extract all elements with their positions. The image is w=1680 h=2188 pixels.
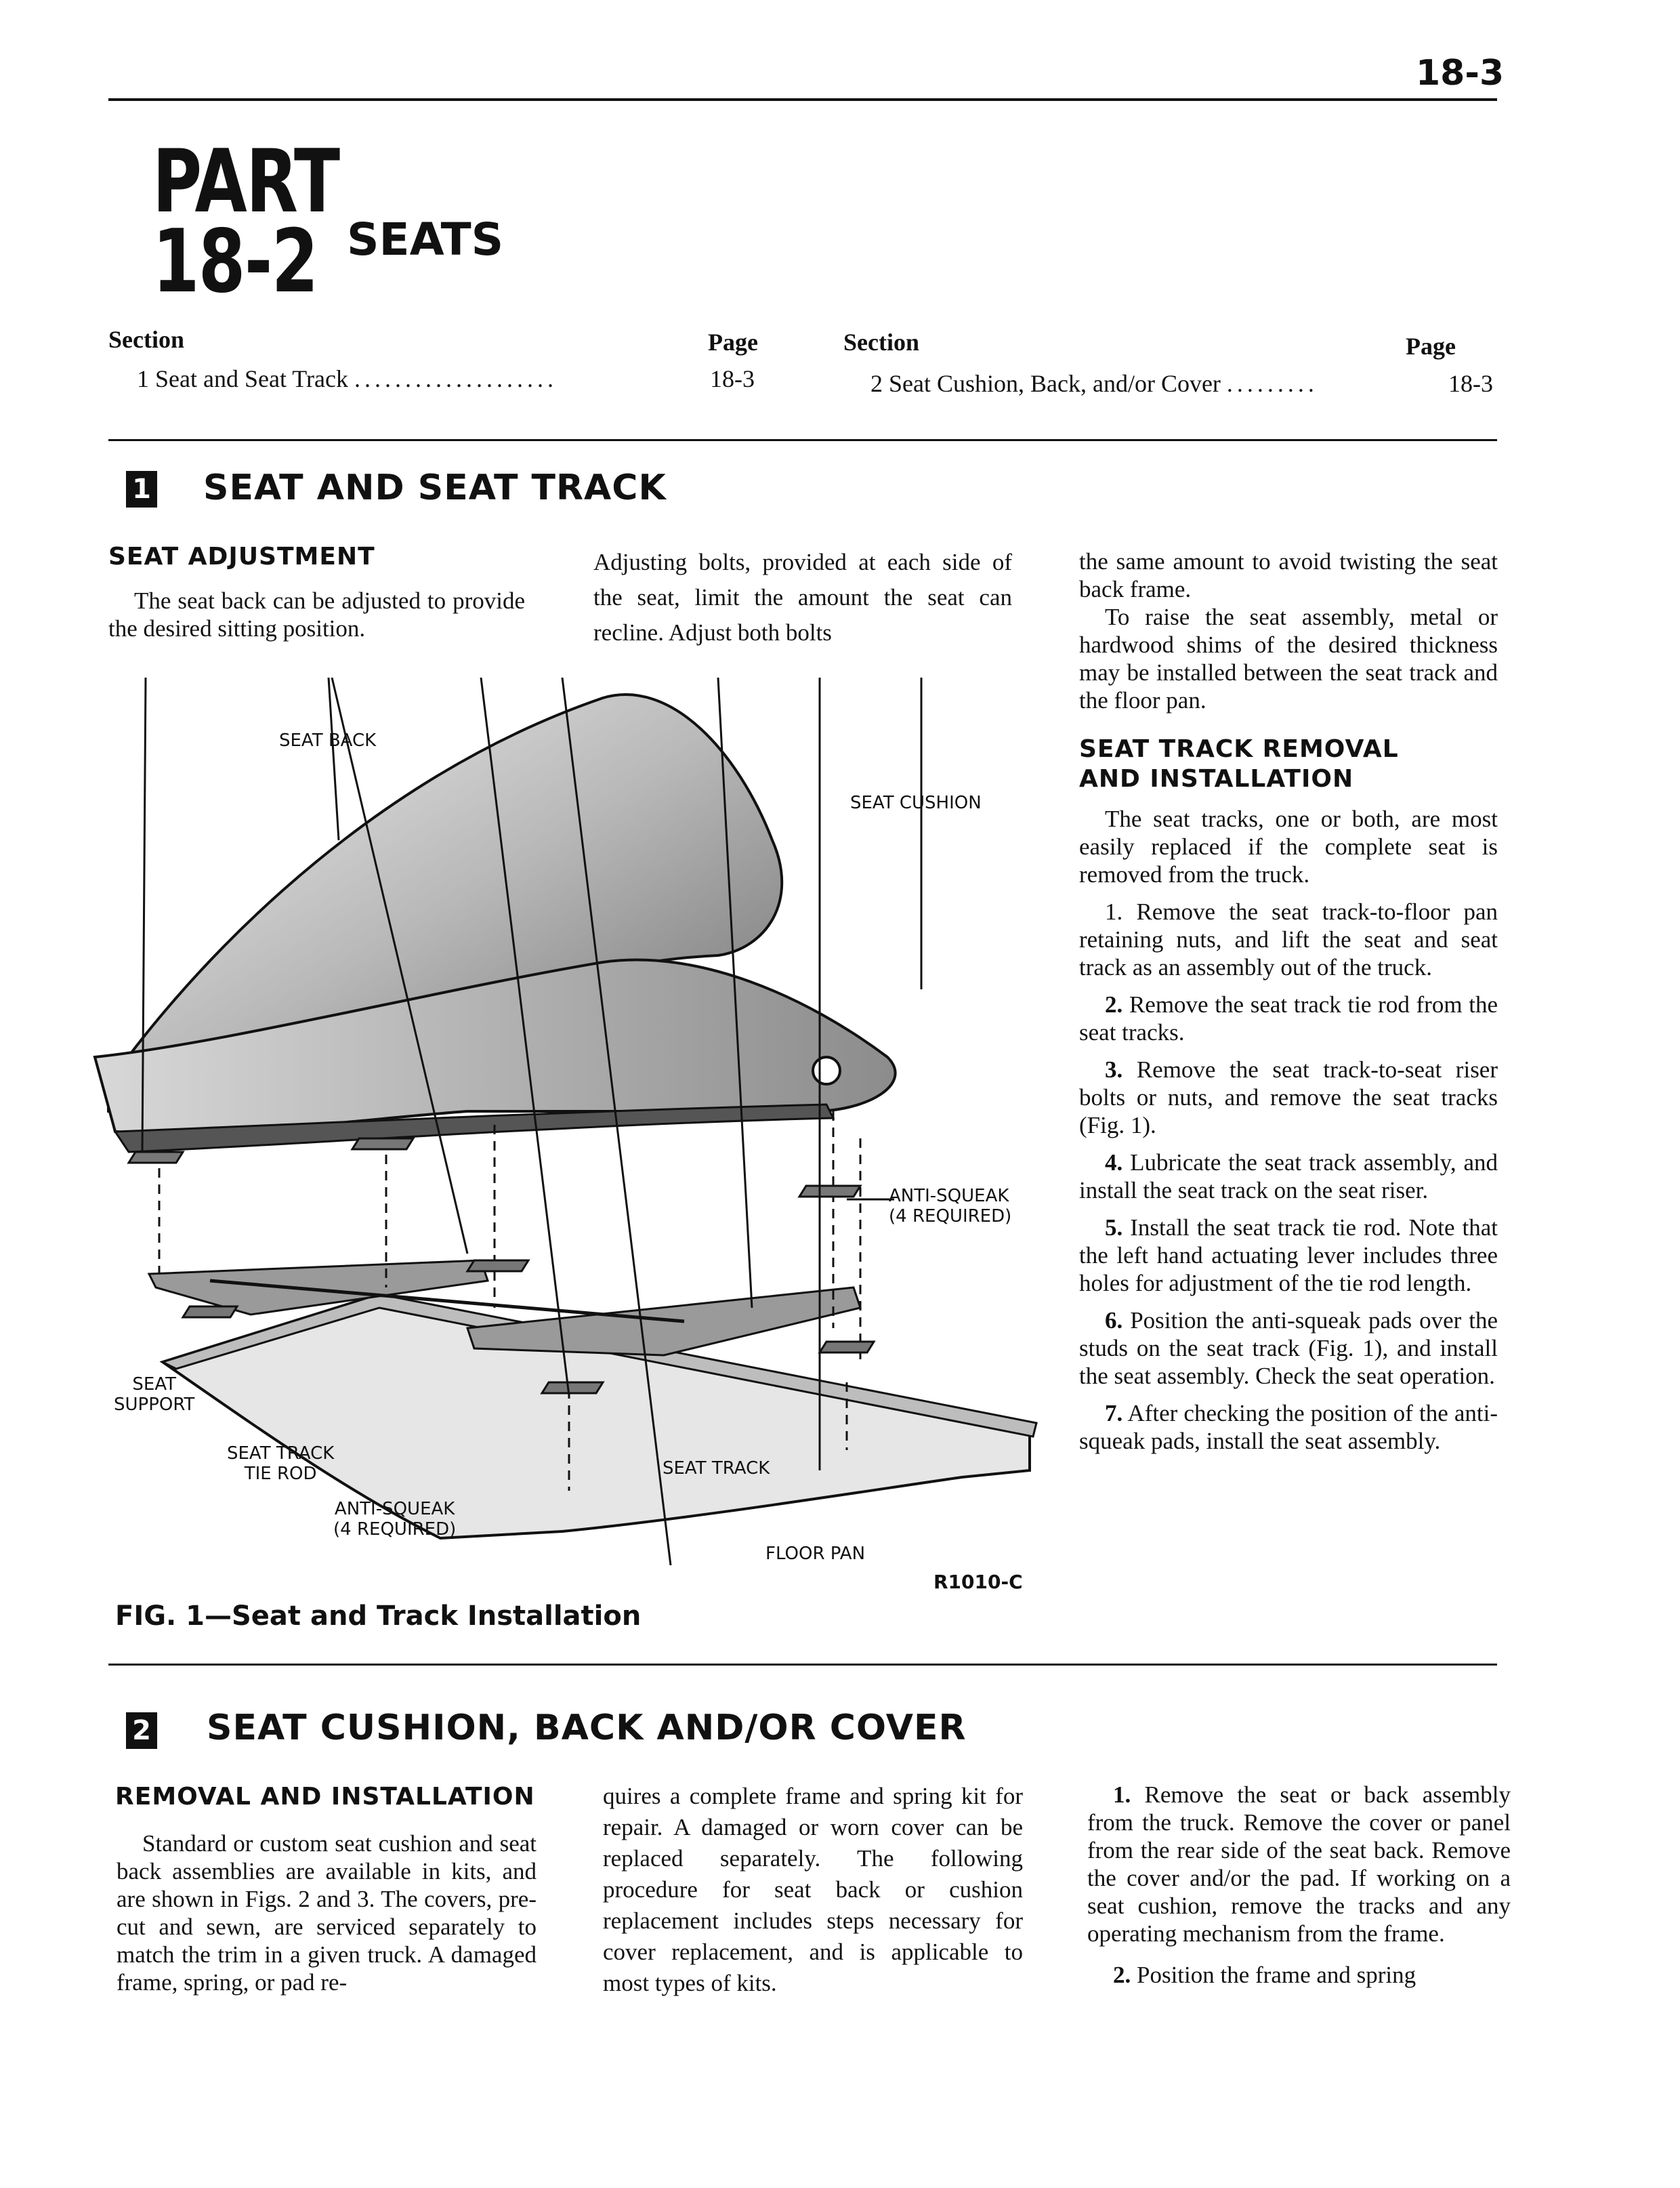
cover-step-2 bbox=[1087, 1961, 1511, 1989]
step-number: 6. bbox=[1105, 1307, 1123, 1334]
step-6 bbox=[1079, 1306, 1498, 1390]
section-2-badge: 2 bbox=[126, 1712, 157, 1749]
part-title: SEATS bbox=[347, 213, 504, 266]
figure-code: R1010-C bbox=[933, 1571, 1023, 1593]
part-word: PART bbox=[152, 131, 339, 232]
label-anti-squeak-right-line-1: ANTI-SQUEAK bbox=[889, 1186, 1009, 1206]
step-text: Position the frame and spring bbox=[1137, 1962, 1416, 1988]
section-2-col-3 bbox=[1087, 1781, 1511, 1998]
section-1-badge: 1 bbox=[126, 471, 157, 508]
seat-adjustment-text: The seat back can be adjusted to provide the desired sitting position. bbox=[108, 587, 525, 642]
page-number: 18-3 bbox=[1416, 53, 1505, 94]
label-anti-squeak-bottom-line-2: (4 REQUIRED) bbox=[333, 1519, 457, 1540]
label-seat-track-tie-rod bbox=[227, 1443, 334, 1484]
label-anti-squeak-right-line-2: (4 REQUIRED) bbox=[889, 1206, 1012, 1226]
step-number: 1. bbox=[1105, 899, 1123, 925]
cover-step-1 bbox=[1087, 1781, 1511, 1947]
mid-column-block bbox=[593, 545, 1012, 651]
label-seat-back: SEAT BACK bbox=[279, 730, 377, 751]
step-text: After checking the position of the anti-squeak pads, install the seat assembly. bbox=[1079, 1400, 1498, 1454]
label-tie-rod-line-2: TIE ROD bbox=[244, 1464, 317, 1484]
toc-entry-2-text: 2 Seat Cushion, Back, and/or Cover bbox=[870, 370, 1221, 397]
toc-entry-1 bbox=[137, 365, 558, 393]
seat-track-removal-heading-line-2: AND INSTALLATION bbox=[1079, 765, 1354, 793]
part-number: 18-2 bbox=[152, 211, 318, 312]
toc-section-header-1: Section bbox=[108, 326, 184, 353]
section-2-col-1 bbox=[117, 1830, 537, 1996]
hinge-bolt bbox=[813, 1057, 840, 1084]
step-2 bbox=[1079, 991, 1498, 1046]
seat-adjustment-text-block bbox=[108, 587, 525, 642]
step-number: 2. bbox=[1105, 991, 1123, 1018]
section-2-title: SEAT CUSHION, BACK AND/OR COVER bbox=[207, 1708, 967, 1748]
seat-track-steps bbox=[1079, 898, 1498, 1455]
mid-column-text: Adjusting bolts, provided at each side of the seat, limit the amount the seat can recline. Adjust both bolts bbox=[593, 549, 1012, 646]
label-seat-support-line-2: SUPPORT bbox=[114, 1395, 195, 1415]
step-number: 3. bbox=[1105, 1056, 1123, 1083]
label-seat-support bbox=[114, 1374, 194, 1415]
toc-entry-1-page: 18-3 bbox=[710, 365, 755, 392]
figure-1-caption: FIG. 1—Seat and Track Installation bbox=[115, 1601, 642, 1632]
step-number: 5. bbox=[1105, 1214, 1123, 1241]
step-text: Lubricate the seat track assembly, and install the seat track on the seat riser. bbox=[1079, 1149, 1498, 1203]
toc-rule bbox=[108, 439, 1497, 441]
label-seat-track: SEAT TRACK bbox=[663, 1458, 770, 1479]
removal-installation-heading: REMOVAL AND INSTALLATION bbox=[115, 1783, 535, 1811]
seat-track-removal-intro: The seat tracks, one or both, are most easily replaced if the complete seat is removed from the truck. bbox=[1079, 806, 1498, 888]
toc-entry-2-page: 18-3 bbox=[1448, 370, 1493, 397]
toc-entry-2 bbox=[870, 369, 1318, 398]
label-anti-squeak-right bbox=[889, 1186, 1011, 1226]
step-text: Remove the seat track tie rod from the seat tracks. bbox=[1079, 991, 1498, 1046]
step-text: Position the anti-squeak pads over the studs on the seat track (Fig. 1), and install the seat assembly. Check the seat operation. bbox=[1079, 1307, 1498, 1389]
label-seat-cushion: SEAT CUSHION bbox=[850, 793, 982, 813]
step-7 bbox=[1079, 1399, 1498, 1455]
step-text: Remove the seat or back assembly from the truck. Remove the cover or panel from the rear side of the seat back. Remove the cover and/or the pad. If working on a seat cushion, remove the tracks and any operating mechanism from the frame. bbox=[1087, 1781, 1511, 1947]
label-anti-squeak-bottom-line-1: ANTI-SQUEAK bbox=[334, 1499, 455, 1519]
section-divider-rule bbox=[108, 1664, 1497, 1666]
toc-leader: ......... bbox=[1226, 370, 1318, 397]
right-column-text-1: the same amount to avoid twisting the seat back frame. bbox=[1079, 548, 1498, 602]
header-rule bbox=[108, 98, 1497, 101]
step-1 bbox=[1079, 898, 1498, 981]
section-2-col-2 bbox=[603, 1781, 1023, 1999]
seat-track-removal-heading bbox=[1079, 735, 1498, 794]
seat-adjustment-heading: SEAT ADJUSTMENT bbox=[108, 543, 375, 571]
label-floor-pan: FLOOR PAN bbox=[765, 1544, 866, 1564]
toc-section-header-2: Section bbox=[843, 329, 919, 356]
section-2-col-2-text: quires a complete frame and spring kit for repair. A damaged or worn cover can be replaced separately. The following procedure for seat back or cushion replacement includes steps necessary for cover replacement, and is applicable to most types of kits. bbox=[603, 1783, 1023, 1996]
right-column-text-2: To raise the seat assembly, metal or hardwood shims of the desired thickness may be installed between the seat track and the floor pan. bbox=[1079, 604, 1498, 714]
toc-page-header-1: Page bbox=[708, 329, 758, 356]
step-number: 7. bbox=[1105, 1400, 1123, 1426]
step-5 bbox=[1079, 1214, 1498, 1297]
step-number: 1. bbox=[1113, 1781, 1131, 1808]
step-3 bbox=[1079, 1056, 1498, 1139]
step-text: Remove the seat track-to-floor pan retaining nuts, and lift the seat and seat track as an assembly out of the truck. bbox=[1079, 899, 1498, 981]
step-number: 4. bbox=[1105, 1149, 1123, 1176]
seat-track-removal-heading-line-1: SEAT TRACK REMOVAL bbox=[1079, 735, 1399, 763]
section-1-title: SEAT AND SEAT TRACK bbox=[203, 468, 667, 508]
step-number: 2. bbox=[1113, 1962, 1131, 1988]
toc-page-header-2: Page bbox=[1406, 333, 1456, 360]
right-column-block bbox=[1079, 548, 1498, 1464]
step-4 bbox=[1079, 1149, 1498, 1204]
figure-1 bbox=[88, 678, 1050, 1592]
step-text: Install the seat track tie rod. Note that the left hand actuating lever includes three holes for adjustment of the tie rod length. bbox=[1079, 1214, 1498, 1296]
right-seat-track bbox=[467, 1287, 860, 1355]
toc-entry-1-text: 1 Seat and Seat Track bbox=[137, 365, 348, 392]
part-label bbox=[152, 131, 339, 312]
section-2-col-1-text: Standard or custom seat cushion and seat back assemblies are available in kits, and are shown in Figs. 2 and 3. The covers, pre-cut and sewn, are serviced separately to match the trim in a given truck. A damaged frame, spring, or pad re- bbox=[117, 1830, 537, 1996]
step-text: Remove the seat track-to-seat riser bolts or nuts, and remove the seat tracks (Fig. 1). bbox=[1079, 1056, 1498, 1138]
label-seat-support-line-1: SEAT bbox=[132, 1374, 176, 1395]
toc-leader: .................... bbox=[354, 365, 558, 392]
label-anti-squeak-bottom bbox=[333, 1499, 456, 1540]
label-tie-rod-line-1: SEAT TRACK bbox=[227, 1443, 335, 1464]
